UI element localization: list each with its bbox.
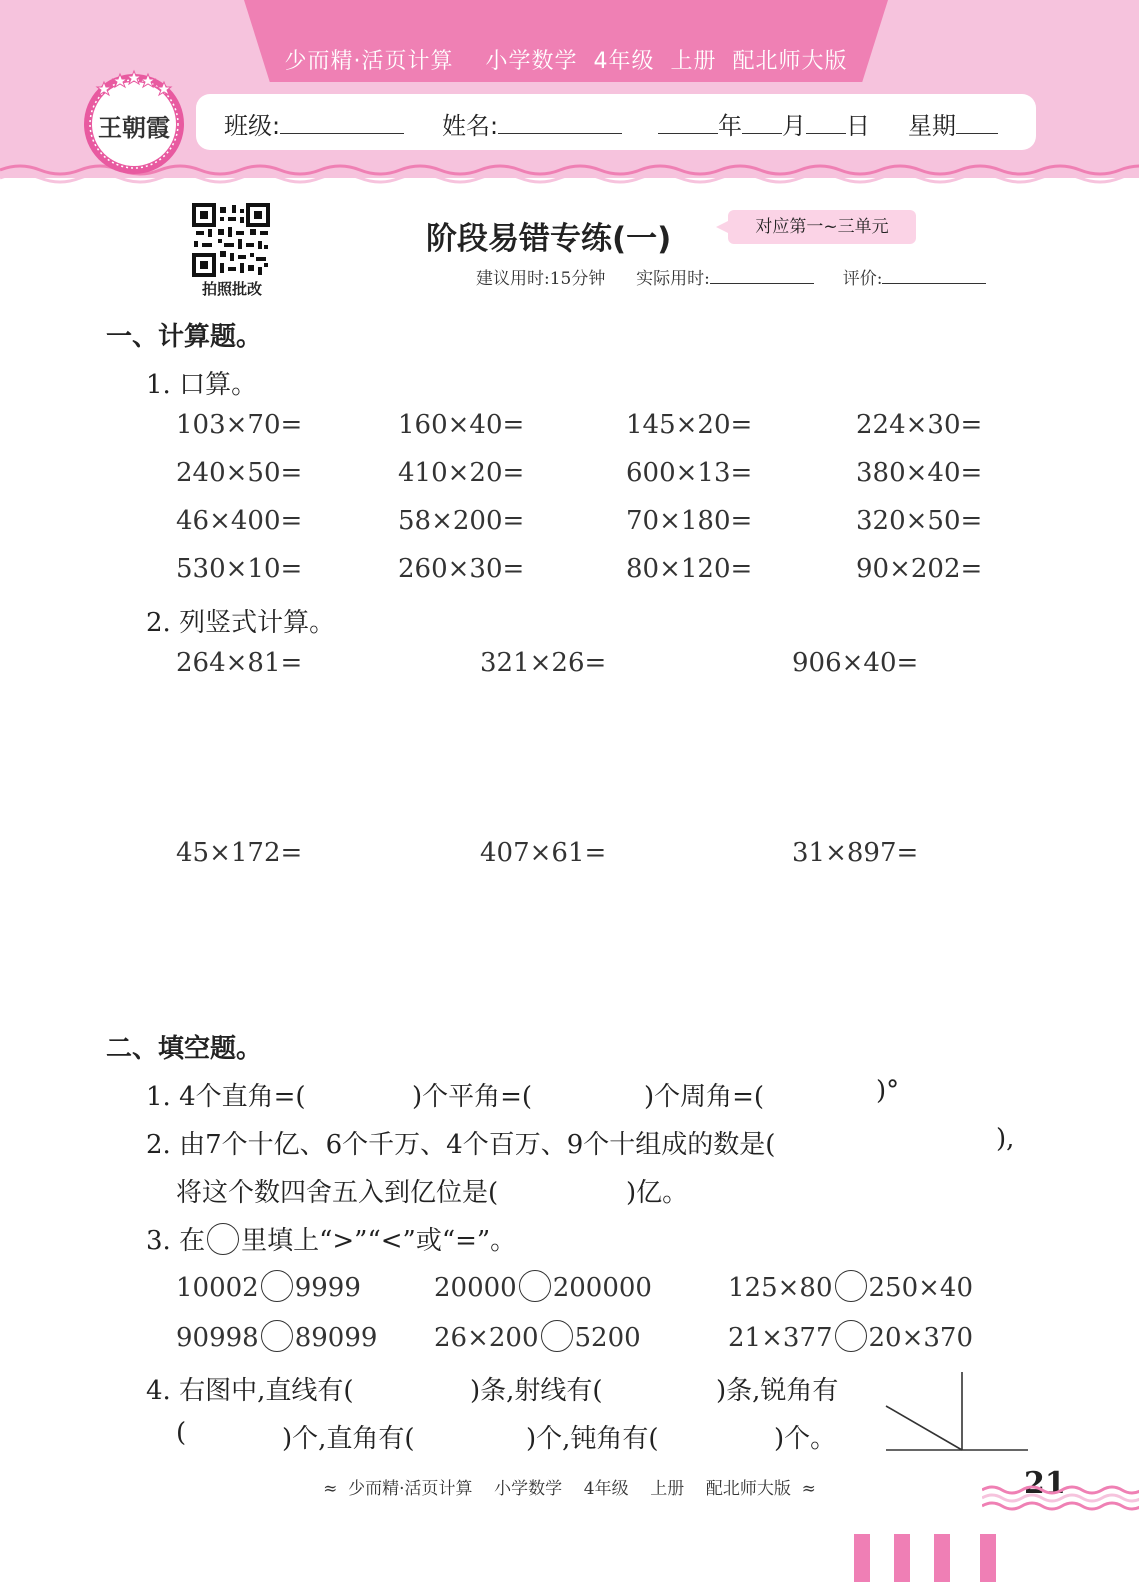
oral-problem: 260×30= (398, 554, 525, 584)
compare-right: 9999 (294, 1273, 361, 1303)
oral-problem: 80×120= (626, 554, 753, 584)
logo-text: 王朝霞 (98, 113, 170, 142)
day-blank[interactable] (806, 109, 846, 134)
oral-problem: 530×10= (176, 554, 303, 584)
suggested-time: 建议用时:15分钟 (476, 269, 606, 289)
qr-code[interactable] (192, 203, 270, 277)
footer-stripe (854, 1534, 870, 1582)
weekday-blank[interactable] (956, 109, 998, 134)
year-label: 年 (718, 112, 742, 140)
class-blank[interactable] (280, 109, 404, 134)
fill-q4-g: )个。 (774, 1424, 837, 1454)
evaluation-blank[interactable] (882, 265, 986, 284)
compare-item (176, 1270, 361, 1303)
compare-right: 250×40 (868, 1273, 973, 1303)
oral-problem: 70×180= (626, 506, 753, 536)
actual-time-blank[interactable] (710, 265, 814, 284)
oral-problem: 600×13= (626, 458, 753, 488)
evaluation-label: 评价: (842, 269, 883, 289)
compare-left: 10002 (176, 1273, 259, 1303)
compare-blank[interactable] (519, 1270, 551, 1302)
compare-blank[interactable] (541, 1320, 573, 1352)
oral-problem: 103×70= (176, 410, 303, 440)
student-info-bar (196, 94, 1036, 150)
compare-blank[interactable] (261, 1320, 293, 1352)
compare-blank[interactable] (835, 1320, 867, 1352)
fill-q4-a: 4. 右图中,直线有( (146, 1376, 354, 1406)
name-label: 姓名: (442, 112, 499, 140)
oral-problem: 380×40= (856, 458, 983, 488)
unit-tag: 对应第一~三单元 (728, 210, 916, 244)
vertical-problem: 321×26= (480, 648, 607, 678)
page-number: 21 (1024, 1466, 1066, 1501)
fill-q2-d: )亿。 (626, 1178, 689, 1208)
compare-item (434, 1320, 641, 1353)
compare-blank[interactable] (261, 1270, 293, 1302)
vertical-problem: 45×172= (176, 838, 303, 868)
month-blank[interactable] (742, 109, 782, 134)
fill-q4-c: )条,锐角有 (716, 1376, 839, 1406)
oral-problem: 58×200= (398, 506, 525, 536)
day-label: 日 (846, 112, 870, 140)
part1-heading: 一、计算题。 (106, 322, 263, 352)
fill-q3-instruction (146, 1220, 516, 1257)
vertical-problem: 264×81= (176, 648, 303, 678)
compare-right: 200000 (552, 1273, 652, 1303)
actual-time-label: 实际用时: (636, 269, 710, 289)
oral-problem: 320×50= (856, 506, 983, 536)
fill-q2-c: 将这个数四舍五入到亿位是( (176, 1178, 499, 1208)
fill-q4-d: ( (176, 1418, 187, 1448)
compare-right: 20×370 (868, 1323, 973, 1353)
fill-q3-a: 3. 在 (146, 1226, 206, 1256)
fill-q1-b: )个平角=( (412, 1082, 533, 1112)
part2-heading: 二、填空题。 (106, 1034, 263, 1064)
compare-item (434, 1270, 652, 1303)
compare-left: 20000 (434, 1273, 517, 1303)
compare-blank[interactable] (835, 1270, 867, 1302)
fill-q2-b: ), (996, 1124, 1015, 1154)
oral-problem: 160×40= (398, 410, 525, 440)
vertical-problem: 906×40= (792, 648, 919, 678)
vertical-problem: 407×61= (480, 838, 607, 868)
compare-left: 125×80 (728, 1273, 833, 1303)
q1-label: 1. 口算。 (146, 370, 258, 400)
q2-label: 2. 列竖式计算。 (146, 608, 336, 638)
compare-item (728, 1270, 973, 1303)
fill-q1-d: )° (876, 1076, 900, 1106)
oral-problem: 240×50= (176, 458, 303, 488)
footer-stripe (894, 1534, 910, 1582)
oral-problem: 224×30= (856, 410, 983, 440)
angle-figure (884, 1372, 1030, 1456)
compare-circle-icon (207, 1223, 239, 1255)
oral-problem: 90×202= (856, 554, 983, 584)
date-field (658, 106, 870, 141)
series-title: 少而精·活页计算 小学数学 4年级 上册 配北师大版 (284, 49, 848, 74)
class-field (224, 106, 404, 141)
fill-q1-a: 1. 4个直角=( (146, 1082, 306, 1112)
oral-problem: 145×20= (626, 410, 753, 440)
compare-right: 5200 (574, 1323, 641, 1353)
weekday-label: 星期 (908, 112, 956, 140)
year-blank[interactable] (658, 109, 718, 134)
vertical-problem: 31×897= (792, 838, 919, 868)
name-field (442, 106, 622, 141)
oral-problem: 46×400= (176, 506, 303, 536)
compare-left: 26×200 (434, 1323, 539, 1353)
fill-q4-b: )条,射线有( (470, 1376, 603, 1406)
compare-left: 21×377 (728, 1323, 833, 1353)
month-label: 月 (782, 112, 806, 140)
class-label: 班级: (224, 112, 281, 140)
compare-left: 90998 (176, 1323, 259, 1353)
brand-logo (80, 68, 188, 176)
page-title: 阶段易错专练(一) (426, 221, 672, 257)
qr-caption: 拍照批改 (201, 280, 262, 298)
oral-problem: 410×20= (398, 458, 525, 488)
fill-q4-f: )个,钝角有( (526, 1424, 659, 1454)
compare-right: 89099 (294, 1323, 378, 1353)
weekday-field (908, 106, 998, 141)
name-blank[interactable] (498, 109, 622, 134)
compare-item (728, 1320, 973, 1353)
fill-q3-b: 里填上“>”“<”或“=”。 (241, 1226, 517, 1256)
time-row (476, 264, 986, 289)
footer-stripe (980, 1534, 996, 1582)
fill-q4-e: )个,直角有( (282, 1424, 415, 1454)
footer-wave-decoration (982, 1482, 1139, 1516)
fill-q1-c: )个周角=( (644, 1082, 765, 1112)
footer-stripe (934, 1534, 950, 1582)
footer-series: ≈ 少而精·活页计算 小学数学 4年级 上册 配北师大版 ≈ (323, 1479, 816, 1499)
compare-item (176, 1320, 377, 1353)
fill-q2-a: 2. 由7个十亿、6个千万、4个百万、9个十组成的数是( (146, 1130, 776, 1160)
